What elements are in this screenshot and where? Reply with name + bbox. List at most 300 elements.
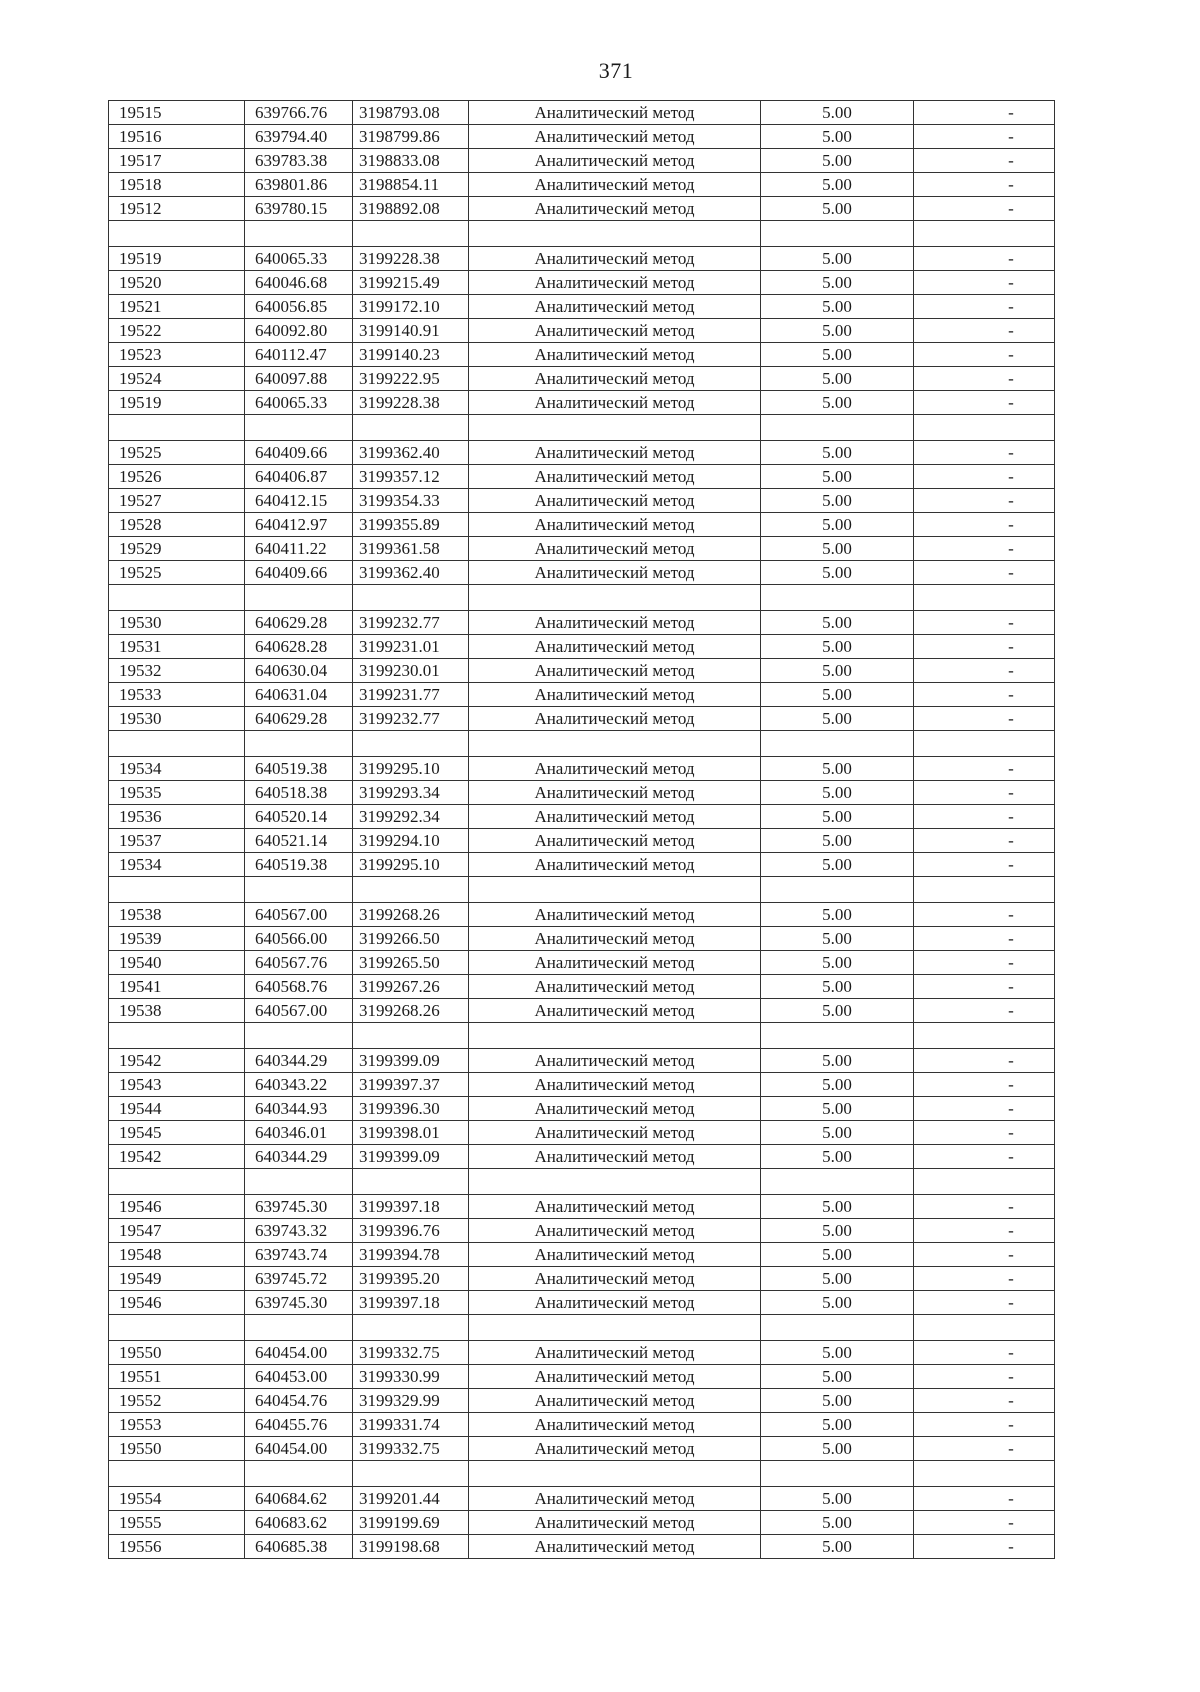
x-coordinate-cell: 640097.88: [245, 367, 353, 391]
method-cell: Аналитический метод: [469, 1267, 761, 1291]
accuracy-cell: 5.00: [761, 757, 914, 781]
x-coordinate-cell: 640056.85: [245, 295, 353, 319]
note-cell: -: [914, 1195, 1055, 1219]
accuracy-cell: 5.00: [761, 683, 914, 707]
method-cell: Аналитический метод: [469, 125, 761, 149]
method-cell: Аналитический метод: [469, 173, 761, 197]
note-cell: -: [914, 149, 1055, 173]
y-coordinate-cell: 3199231.01: [353, 635, 469, 659]
x-coordinate-cell: 640409.66: [245, 561, 353, 585]
accuracy-cell: 5.00: [761, 391, 914, 415]
table-row: [109, 683, 1055, 707]
empty-cell: [245, 1461, 353, 1487]
accuracy-cell: 5.00: [761, 561, 914, 585]
method-cell: Аналитический метод: [469, 367, 761, 391]
y-coordinate-cell: 3198854.11: [353, 173, 469, 197]
empty-cell: [469, 221, 761, 247]
point-number-cell: 19512: [109, 197, 245, 221]
empty-cell: [109, 1315, 245, 1341]
point-number-cell: 19516: [109, 125, 245, 149]
accuracy-cell: 5.00: [761, 343, 914, 367]
point-number-cell: 19529: [109, 537, 245, 561]
note-cell: -: [914, 1437, 1055, 1461]
y-coordinate-cell: 3199396.76: [353, 1219, 469, 1243]
point-number-cell: 19543: [109, 1073, 245, 1097]
x-coordinate-cell: 639801.86: [245, 173, 353, 197]
y-coordinate-cell: 3199293.34: [353, 781, 469, 805]
y-coordinate-cell: 3199172.10: [353, 295, 469, 319]
x-coordinate-cell: 640409.66: [245, 441, 353, 465]
y-coordinate-cell: 3199230.01: [353, 659, 469, 683]
accuracy-cell: 5.00: [761, 951, 914, 975]
x-coordinate-cell: 640454.76: [245, 1389, 353, 1413]
empty-cell: [914, 415, 1055, 441]
x-coordinate-cell: 640630.04: [245, 659, 353, 683]
point-number-cell: 19542: [109, 1145, 245, 1169]
table-row: [109, 999, 1055, 1023]
note-cell: -: [914, 1511, 1055, 1535]
point-number-cell: 19552: [109, 1389, 245, 1413]
empty-cell: [914, 877, 1055, 903]
accuracy-cell: 5.00: [761, 635, 914, 659]
empty-cell: [353, 1315, 469, 1341]
empty-cell: [245, 1023, 353, 1049]
note-cell: -: [914, 1049, 1055, 1073]
empty-cell: [469, 1169, 761, 1195]
x-coordinate-cell: 640406.87: [245, 465, 353, 489]
point-number-cell: 19527: [109, 489, 245, 513]
point-number-cell: 19538: [109, 999, 245, 1023]
y-coordinate-cell: 3199395.20: [353, 1267, 469, 1291]
y-coordinate-cell: 3199268.26: [353, 999, 469, 1023]
y-coordinate-cell: 3199362.40: [353, 441, 469, 465]
accuracy-cell: 5.00: [761, 295, 914, 319]
note-cell: -: [914, 197, 1055, 221]
accuracy-cell: 5.00: [761, 197, 914, 221]
note-cell: -: [914, 1073, 1055, 1097]
empty-cell: [761, 585, 914, 611]
y-coordinate-cell: 3199394.78: [353, 1243, 469, 1267]
accuracy-cell: 5.00: [761, 1341, 914, 1365]
accuracy-cell: 5.00: [761, 1389, 914, 1413]
group-separator-row: [109, 1169, 1055, 1195]
x-coordinate-cell: 640344.93: [245, 1097, 353, 1121]
method-cell: Аналитический метод: [469, 1487, 761, 1511]
method-cell: Аналитический метод: [469, 1121, 761, 1145]
point-number-cell: 19522: [109, 319, 245, 343]
accuracy-cell: 5.00: [761, 1049, 914, 1073]
table-row: [109, 319, 1055, 343]
note-cell: -: [914, 247, 1055, 271]
point-number-cell: 19550: [109, 1341, 245, 1365]
table-row: [109, 1341, 1055, 1365]
y-coordinate-cell: 3199292.34: [353, 805, 469, 829]
table-row: [109, 1389, 1055, 1413]
x-coordinate-cell: 640518.38: [245, 781, 353, 805]
accuracy-cell: 5.00: [761, 999, 914, 1023]
point-number-cell: 19533: [109, 683, 245, 707]
note-cell: -: [914, 611, 1055, 635]
x-coordinate-cell: 640046.68: [245, 271, 353, 295]
group-separator-row: [109, 221, 1055, 247]
point-number-cell: 19545: [109, 1121, 245, 1145]
x-coordinate-cell: 640567.76: [245, 951, 353, 975]
x-coordinate-cell: 640683.62: [245, 1511, 353, 1535]
x-coordinate-cell: 639794.40: [245, 125, 353, 149]
accuracy-cell: 5.00: [761, 173, 914, 197]
note-cell: -: [914, 805, 1055, 829]
group-separator-row: [109, 415, 1055, 441]
table-row: [109, 975, 1055, 999]
empty-cell: [761, 877, 914, 903]
accuracy-cell: 5.00: [761, 659, 914, 683]
y-coordinate-cell: 3199198.68: [353, 1535, 469, 1559]
note-cell: -: [914, 1243, 1055, 1267]
y-coordinate-cell: 3199329.99: [353, 1389, 469, 1413]
y-coordinate-cell: 3199397.37: [353, 1073, 469, 1097]
accuracy-cell: 5.00: [761, 1487, 914, 1511]
note-cell: -: [914, 489, 1055, 513]
x-coordinate-cell: 640629.28: [245, 707, 353, 731]
y-coordinate-cell: 3199140.23: [353, 343, 469, 367]
note-cell: -: [914, 635, 1055, 659]
accuracy-cell: 5.00: [761, 1073, 914, 1097]
method-cell: Аналитический метод: [469, 489, 761, 513]
x-coordinate-cell: 640454.00: [245, 1341, 353, 1365]
table-row: [109, 367, 1055, 391]
accuracy-cell: 5.00: [761, 853, 914, 877]
method-cell: Аналитический метод: [469, 247, 761, 271]
table-row: [109, 1073, 1055, 1097]
note-cell: -: [914, 513, 1055, 537]
point-number-cell: 19520: [109, 271, 245, 295]
method-cell: Аналитический метод: [469, 853, 761, 877]
note-cell: -: [914, 391, 1055, 415]
empty-cell: [353, 585, 469, 611]
empty-cell: [109, 1023, 245, 1049]
method-cell: Аналитический метод: [469, 611, 761, 635]
method-cell: Аналитический метод: [469, 561, 761, 585]
method-cell: Аналитический метод: [469, 1097, 761, 1121]
table-row: [109, 707, 1055, 731]
empty-cell: [245, 1169, 353, 1195]
method-cell: Аналитический метод: [469, 659, 761, 683]
table-row: [109, 659, 1055, 683]
y-coordinate-cell: 3198892.08: [353, 197, 469, 221]
point-number-cell: 19551: [109, 1365, 245, 1389]
point-number-cell: 19531: [109, 635, 245, 659]
point-number-cell: 19549: [109, 1267, 245, 1291]
method-cell: Аналитический метод: [469, 1195, 761, 1219]
table-row: [109, 1365, 1055, 1389]
method-cell: Аналитический метод: [469, 683, 761, 707]
method-cell: Аналитический метод: [469, 951, 761, 975]
empty-cell: [914, 1023, 1055, 1049]
method-cell: Аналитический метод: [469, 927, 761, 951]
y-coordinate-cell: 3199398.01: [353, 1121, 469, 1145]
accuracy-cell: 5.00: [761, 1195, 914, 1219]
note-cell: -: [914, 561, 1055, 585]
empty-cell: [353, 1461, 469, 1487]
x-coordinate-cell: 640684.62: [245, 1487, 353, 1511]
table-row: [109, 757, 1055, 781]
empty-cell: [109, 585, 245, 611]
method-cell: Аналитический метод: [469, 1535, 761, 1559]
point-number-cell: 19535: [109, 781, 245, 805]
empty-cell: [469, 1023, 761, 1049]
y-coordinate-cell: 3198793.08: [353, 101, 469, 125]
y-coordinate-cell: 3199266.50: [353, 927, 469, 951]
accuracy-cell: 5.00: [761, 975, 914, 999]
empty-cell: [353, 1023, 469, 1049]
x-coordinate-cell: 639743.74: [245, 1243, 353, 1267]
y-coordinate-cell: 3199331.74: [353, 1413, 469, 1437]
point-number-cell: 19530: [109, 611, 245, 635]
y-coordinate-cell: 3198833.08: [353, 149, 469, 173]
method-cell: Аналитический метод: [469, 1437, 761, 1461]
group-separator-row: [109, 1023, 1055, 1049]
accuracy-cell: 5.00: [761, 1267, 914, 1291]
accuracy-cell: 5.00: [761, 1121, 914, 1145]
empty-cell: [469, 415, 761, 441]
note-cell: -: [914, 271, 1055, 295]
table-row: [109, 611, 1055, 635]
table-row: [109, 441, 1055, 465]
method-cell: Аналитический метод: [469, 391, 761, 415]
note-cell: -: [914, 537, 1055, 561]
x-coordinate-cell: 640628.28: [245, 635, 353, 659]
point-number-cell: 19534: [109, 853, 245, 877]
note-cell: -: [914, 1219, 1055, 1243]
note-cell: -: [914, 295, 1055, 319]
empty-cell: [109, 877, 245, 903]
y-coordinate-cell: 3199330.99: [353, 1365, 469, 1389]
note-cell: -: [914, 173, 1055, 197]
method-cell: Аналитический метод: [469, 707, 761, 731]
y-coordinate-cell: 3199295.10: [353, 757, 469, 781]
y-coordinate-cell: 3199228.38: [353, 391, 469, 415]
x-coordinate-cell: 639743.32: [245, 1219, 353, 1243]
accuracy-cell: 5.00: [761, 927, 914, 951]
table-row: [109, 343, 1055, 367]
method-cell: Аналитический метод: [469, 1145, 761, 1169]
method-cell: Аналитический метод: [469, 271, 761, 295]
accuracy-cell: 5.00: [761, 781, 914, 805]
table-row: [109, 391, 1055, 415]
method-cell: Аналитический метод: [469, 513, 761, 537]
y-coordinate-cell: 3199332.75: [353, 1437, 469, 1461]
accuracy-cell: 5.00: [761, 1219, 914, 1243]
empty-cell: [914, 585, 1055, 611]
table-row: [109, 537, 1055, 561]
empty-cell: [245, 877, 353, 903]
y-coordinate-cell: 3199232.77: [353, 611, 469, 635]
empty-cell: [109, 1169, 245, 1195]
table-row: [109, 1243, 1055, 1267]
point-number-cell: 19517: [109, 149, 245, 173]
point-number-cell: 19548: [109, 1243, 245, 1267]
y-coordinate-cell: 3199199.69: [353, 1511, 469, 1535]
y-coordinate-cell: 3199362.40: [353, 561, 469, 585]
point-number-cell: 19542: [109, 1049, 245, 1073]
accuracy-cell: 5.00: [761, 1511, 914, 1535]
empty-cell: [761, 731, 914, 757]
y-coordinate-cell: 3199268.26: [353, 903, 469, 927]
coordinates-table: [108, 100, 1055, 1559]
x-coordinate-cell: 640454.00: [245, 1437, 353, 1461]
accuracy-cell: 5.00: [761, 903, 914, 927]
note-cell: -: [914, 829, 1055, 853]
x-coordinate-cell: 640065.33: [245, 247, 353, 271]
note-cell: -: [914, 853, 1055, 877]
empty-cell: [469, 877, 761, 903]
point-number-cell: 19530: [109, 707, 245, 731]
y-coordinate-cell: 3199231.77: [353, 683, 469, 707]
empty-cell: [914, 1169, 1055, 1195]
point-number-cell: 19524: [109, 367, 245, 391]
x-coordinate-cell: 640567.00: [245, 999, 353, 1023]
x-coordinate-cell: 639783.38: [245, 149, 353, 173]
point-number-cell: 19521: [109, 295, 245, 319]
x-coordinate-cell: 640343.22: [245, 1073, 353, 1097]
y-coordinate-cell: 3199397.18: [353, 1291, 469, 1315]
table-row: [109, 853, 1055, 877]
method-cell: Аналитический метод: [469, 1413, 761, 1437]
table-row: [109, 489, 1055, 513]
method-cell: Аналитический метод: [469, 635, 761, 659]
coordinates-table-body: [109, 101, 1055, 1559]
table-row: [109, 1219, 1055, 1243]
table-row: [109, 1535, 1055, 1559]
x-coordinate-cell: 640519.38: [245, 853, 353, 877]
method-cell: Аналитический метод: [469, 537, 761, 561]
method-cell: Аналитический метод: [469, 1341, 761, 1365]
method-cell: Аналитический метод: [469, 295, 761, 319]
accuracy-cell: 5.00: [761, 319, 914, 343]
table-row: [109, 1291, 1055, 1315]
table-row: [109, 149, 1055, 173]
note-cell: -: [914, 757, 1055, 781]
table-row: [109, 781, 1055, 805]
note-cell: -: [914, 1389, 1055, 1413]
note-cell: -: [914, 975, 1055, 999]
point-number-cell: 19537: [109, 829, 245, 853]
table-row: [109, 197, 1055, 221]
table-row: [109, 1267, 1055, 1291]
point-number-cell: 19519: [109, 391, 245, 415]
empty-cell: [109, 415, 245, 441]
empty-cell: [353, 731, 469, 757]
y-coordinate-cell: 3199399.09: [353, 1049, 469, 1073]
note-cell: -: [914, 781, 1055, 805]
point-number-cell: 19528: [109, 513, 245, 537]
accuracy-cell: 5.00: [761, 1097, 914, 1121]
y-coordinate-cell: 3199294.10: [353, 829, 469, 853]
x-coordinate-cell: 640412.15: [245, 489, 353, 513]
x-coordinate-cell: 640346.01: [245, 1121, 353, 1145]
point-number-cell: 19550: [109, 1437, 245, 1461]
table-row: [109, 465, 1055, 489]
accuracy-cell: 5.00: [761, 707, 914, 731]
table-row: [109, 635, 1055, 659]
empty-cell: [761, 221, 914, 247]
point-number-cell: 19555: [109, 1511, 245, 1535]
table-row: [109, 1049, 1055, 1073]
empty-cell: [469, 731, 761, 757]
empty-cell: [761, 415, 914, 441]
method-cell: Аналитический метод: [469, 149, 761, 173]
table-row: [109, 1195, 1055, 1219]
accuracy-cell: 5.00: [761, 805, 914, 829]
point-number-cell: 19525: [109, 441, 245, 465]
note-cell: -: [914, 1365, 1055, 1389]
empty-cell: [109, 731, 245, 757]
x-coordinate-cell: 640092.80: [245, 319, 353, 343]
empty-cell: [353, 1169, 469, 1195]
x-coordinate-cell: 640520.14: [245, 805, 353, 829]
empty-cell: [469, 1315, 761, 1341]
group-separator-row: [109, 585, 1055, 611]
x-coordinate-cell: 639745.30: [245, 1291, 353, 1315]
point-number-cell: 19556: [109, 1535, 245, 1559]
accuracy-cell: 5.00: [761, 149, 914, 173]
y-coordinate-cell: 3199215.49: [353, 271, 469, 295]
method-cell: Аналитический метод: [469, 829, 761, 853]
point-number-cell: 19541: [109, 975, 245, 999]
note-cell: -: [914, 1487, 1055, 1511]
method-cell: Аналитический метод: [469, 197, 761, 221]
note-cell: -: [914, 125, 1055, 149]
table-row: [109, 927, 1055, 951]
empty-cell: [469, 1461, 761, 1487]
accuracy-cell: 5.00: [761, 1145, 914, 1169]
y-coordinate-cell: 3199355.89: [353, 513, 469, 537]
empty-cell: [109, 221, 245, 247]
method-cell: Аналитический метод: [469, 343, 761, 367]
x-coordinate-cell: 640685.38: [245, 1535, 353, 1559]
accuracy-cell: 5.00: [761, 1437, 914, 1461]
x-coordinate-cell: 639766.76: [245, 101, 353, 125]
accuracy-cell: 5.00: [761, 367, 914, 391]
empty-cell: [469, 585, 761, 611]
empty-cell: [109, 1461, 245, 1487]
empty-cell: [245, 731, 353, 757]
empty-cell: [761, 1461, 914, 1487]
point-number-cell: 19540: [109, 951, 245, 975]
note-cell: -: [914, 927, 1055, 951]
empty-cell: [245, 585, 353, 611]
accuracy-cell: 5.00: [761, 247, 914, 271]
table-row: [109, 1121, 1055, 1145]
accuracy-cell: 5.00: [761, 465, 914, 489]
y-coordinate-cell: 3199361.58: [353, 537, 469, 561]
empty-cell: [245, 415, 353, 441]
point-number-cell: 19547: [109, 1219, 245, 1243]
point-number-cell: 19546: [109, 1291, 245, 1315]
table-row: [109, 829, 1055, 853]
method-cell: Аналитический метод: [469, 441, 761, 465]
point-number-cell: 19525: [109, 561, 245, 585]
empty-cell: [761, 1315, 914, 1341]
table-row: [109, 951, 1055, 975]
accuracy-cell: 5.00: [761, 537, 914, 561]
method-cell: Аналитический метод: [469, 781, 761, 805]
y-coordinate-cell: 3199222.95: [353, 367, 469, 391]
table-row: [109, 1511, 1055, 1535]
note-cell: -: [914, 1097, 1055, 1121]
empty-cell: [914, 1315, 1055, 1341]
method-cell: Аналитический метод: [469, 1243, 761, 1267]
